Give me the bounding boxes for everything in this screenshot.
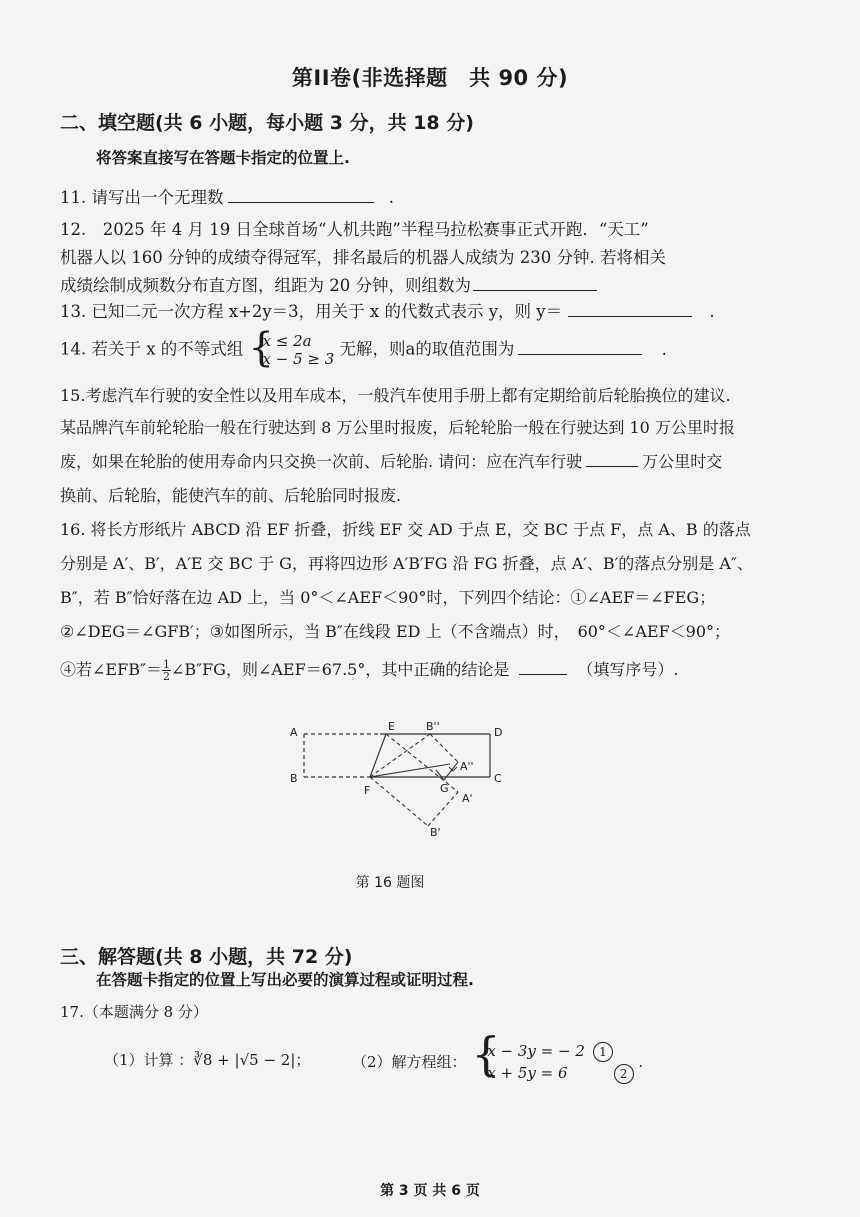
question-12-line-3: [60, 274, 597, 298]
figure-caption: 第 16 题图: [355, 875, 425, 891]
section-3-heading: 三、解答题(共 8 小题，共 72 分): [60, 946, 353, 968]
q15-line-2: 某品牌汽车前轮轮胎一般在行驶达到 8 万公里时报废，后轮轮胎一般在行驶达到 10 万公里时报: [60, 418, 735, 437]
q15-line-3a: 废，如果在轮胎的使用寿命内只交换一次前、后轮胎. 请问：应在汽车行驶: [60, 452, 583, 471]
q15-line-4: 换前、后轮胎，能使汽车的前、后轮胎同时报废.: [60, 486, 402, 505]
question-14: [60, 325, 667, 371]
q14-inequality-1: x ≤ 2a: [262, 332, 312, 350]
q13-text: 13. 已知二元一次方程 x+2y＝3，用关于 x 的代数式表示 y，则 y＝: [60, 302, 563, 321]
q11-answer-blank: [228, 186, 374, 203]
fig-label-A: A: [290, 726, 298, 739]
q17-part-2: [352, 1027, 644, 1084]
q17-equation-system: [471, 1027, 633, 1084]
question-13: [60, 300, 715, 324]
question-16-line-5: [60, 658, 678, 682]
q14-answer-blank: [518, 338, 642, 355]
fig-segment-FA2: [370, 764, 450, 777]
page-footer: 第 3 页 共 6 页: [380, 1183, 480, 1199]
fig-label-F: F: [364, 784, 371, 797]
q16-fraction: [162, 659, 171, 682]
q17-equation-1-row: [487, 1040, 633, 1062]
q11-tail: .: [388, 188, 394, 207]
q17-part-2-label: （2）解方程组：: [352, 1053, 467, 1071]
q15-line-3b: 万公里时交: [642, 452, 723, 471]
fig-label-B-double-prime: B'': [426, 720, 440, 733]
q17-mark-2: 2: [614, 1064, 634, 1084]
question-15-line-3: [60, 450, 722, 474]
fig-label-B-prime: B': [430, 826, 441, 839]
section-2-heading: 二、填空题(共 6 小题，每小题 3 分，共 18 分): [60, 112, 474, 134]
q16-line-4: ②∠DEG＝∠GFB′；③如图所示，当 B″在线段 ED 上（不含端点）时， 60°＜∠AEF＜90°；: [60, 622, 731, 641]
q16-answer-blank: [519, 658, 567, 675]
q17-equation-2-row: [487, 1062, 633, 1084]
fig-label-C: C: [494, 772, 502, 785]
part-title: 第II卷(非选择题 共 90 分): [291, 66, 569, 90]
fig-label-A-prime: A': [462, 792, 473, 805]
q16-line-5c: （填写序号）.: [577, 660, 679, 679]
q14-tail: .: [661, 339, 667, 359]
fig-segment-B2A2: [430, 734, 458, 762]
q12-line-2: 机器人以 160 分钟的成绩夺得冠军，排名最后的机器人成绩为 230 分钟. 若将相关: [60, 248, 666, 267]
q14-inequality-2: x − 5 ≥ 3: [262, 350, 335, 368]
q16-line-1: 16. 将长方形纸片 ABCD 沿 EF 折叠，折线 EF 交 AD 于点 E，交 BC 于点 F，点 A、B 的落点: [60, 520, 751, 539]
section-3-instruction: 在答题卡指定的位置上写出必要的演算过程或证明过程.: [96, 971, 474, 989]
q17-equation-1: x − 3y = − 2: [487, 1042, 585, 1060]
fig-fold-EF: [370, 734, 386, 777]
fig-segment-B1A1: [428, 792, 458, 826]
q12-line-3: 成绩绘制成频数分布直方图，组距为 20 分钟，则组数为: [60, 276, 471, 295]
q12-answer-blank: [473, 274, 597, 291]
q17-tail: .: [638, 1053, 644, 1071]
fig-segment-FB1: [370, 777, 428, 826]
q12-line-1: 12. 2025 年 4 月 19 日全球首场“人机共跑”半程马拉松赛事正式开跑．“天工”: [60, 220, 649, 239]
q14-brace: {: [248, 325, 274, 371]
q17-brace: {: [471, 1027, 501, 1081]
q14-inequality-system: [248, 325, 335, 371]
q15-line-1: 15.考虑汽车行驶的安全性以及用车成本，一般汽车使用手册上都有定期给前后轮胎换位的建议.: [60, 386, 731, 405]
q11-text: 11. 请写出一个无理数: [60, 188, 224, 207]
q16-frac-num: 1: [162, 658, 170, 671]
q17-part-1: （1）计算 ：∛8 + |√5 − 2|；: [104, 1051, 311, 1069]
q17-equation-2: x + 5y = 6: [487, 1064, 568, 1082]
fig-label-B: B: [290, 772, 298, 785]
q16-line-2: 分别是 A′、B′，A′E 交 BC 于 G，再将四边形 A′B′FG 沿 FG 折叠，点 A′、B′的落点分别是 A″、: [60, 554, 753, 573]
q14-prefix: 14. 若关于 x 的不等式组: [60, 339, 244, 359]
fig-label-D: D: [494, 726, 503, 739]
q16-figure: [280, 712, 510, 847]
fig-label-E: E: [388, 720, 395, 733]
q16-line-3: B″，若 B″恰好落在边 AD 上，当 0°＜∠AEF＜90°时，下列四个结论：①∠AEF＝∠FEG；: [60, 588, 716, 607]
q15-answer-blank: [586, 450, 638, 467]
fig-segment-FB2: [370, 734, 430, 777]
q13-tail: .: [709, 302, 715, 321]
section-2-instruction: 将答案直接写在答题卡指定的位置上.: [96, 149, 350, 167]
q16-frac-den: 2: [162, 670, 170, 683]
q17-title: 17.（本题满分 8 分）: [60, 1003, 208, 1021]
q17-mark-1: 1: [593, 1042, 613, 1062]
q16-line-5b: ∠B″FG，则∠AEF＝67.5°，其中正确的结论是: [170, 660, 510, 679]
q14-suffix: 无解，则a的取值范围为: [339, 339, 515, 359]
question-11: [60, 186, 394, 210]
fig-label-A-double-prime: A'': [460, 760, 474, 773]
q16-line-5a: ④若∠EFB″＝: [60, 660, 162, 679]
fig-label-G: G: [440, 782, 449, 795]
q13-answer-blank: [568, 300, 692, 317]
